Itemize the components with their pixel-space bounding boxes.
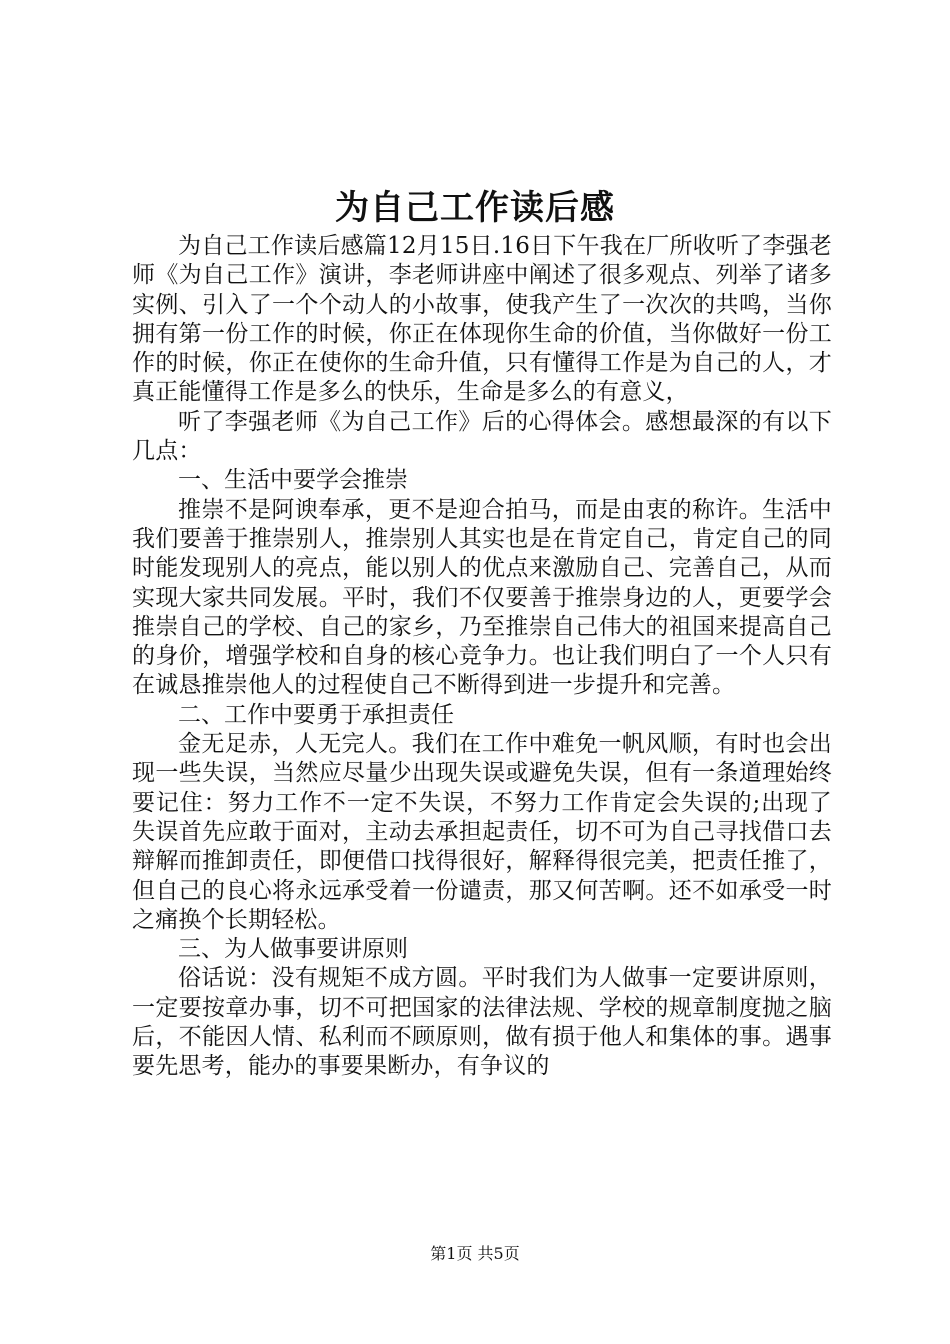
document-body: [132, 232, 832, 1082]
page-footer: 第1页 共5页: [430, 1244, 520, 1263]
paragraph-intro: 为自己工作读后感篇12月15日.16日下午我在厂所收听了李强老师《为自己工作》演讲，李老师讲座中阐述了很多观点、列举了诸多实例、引入了一个个动人的小故事，使我产生了一次次的共鸣，当你拥有第一份工作的时候，你正在体现你生命的价值，当你做好一份工作的时候，你正在使你的生命升值，只有懂得工作是为自己的人，才真正能懂得工作是多么的快乐，生命是多么的有意义，: [132, 233, 832, 406]
section-heading-1: 一、生活中要学会推崇: [178, 467, 408, 494]
paragraph-summary: 听了李强老师《为自己工作》后的心得体会。感想最深的有以下几点：: [132, 408, 832, 465]
section-heading-2: 二、工作中要勇于承担责任: [178, 701, 454, 728]
paragraph-section-2: 金无足赤，人无完人。我们在工作中难免一帆风顺，有时也会出现一些失误，当然应尽量少出现失误或避免失误，但有一条道理始终要记住：努力工作不一定不失误，不努力工作肯定会失误的;出现了失误首先应敢于面对，主动去承担起责任，切不可为自己寻找借口去辩解而推卸责任，即便借口找得很好，解释得很完美，把责任推了，但自己的良心将永远承受着一份谴责，那又何苦啊。还不如承受一时之痛换个长期轻松。: [132, 731, 832, 933]
section-heading-3: 三、为人做事要讲原则: [178, 936, 408, 963]
paragraph-section-3: 俗话说：没有规矩不成方圆。平时我们为人做事一定要讲原则，一定要按章办事，切不可把国家的法律法规、学校的规章制度抛之脑后，不能因人情、私利而不顾原则，做有损于他人和集体的事。遇事要先思考，能办的事要果断办，有争议的: [132, 965, 832, 1080]
document-title: 为自己工作读后感: [335, 188, 615, 228]
paragraph-section-1: 推崇不是阿谀奉承，更不是迎合拍马，而是由衷的称许。生活中我们要善于推崇别人，推崇别人其实也是在肯定自己，肯定自己的同时能发现别人的亮点，能以别人的优点来激励自己、完善自己，从而实现大家共同发展。平时，我们不仅要善于推崇身边的人，更要学会推崇自己的学校、自己的家乡，乃至推崇自己伟大的祖国来提高自己的身价，增强学校和自身的核心竞争力。也让我们明白了一个人只有在诚恳推崇他人的过程使自己不断得到进一步提升和完善。: [132, 496, 832, 699]
